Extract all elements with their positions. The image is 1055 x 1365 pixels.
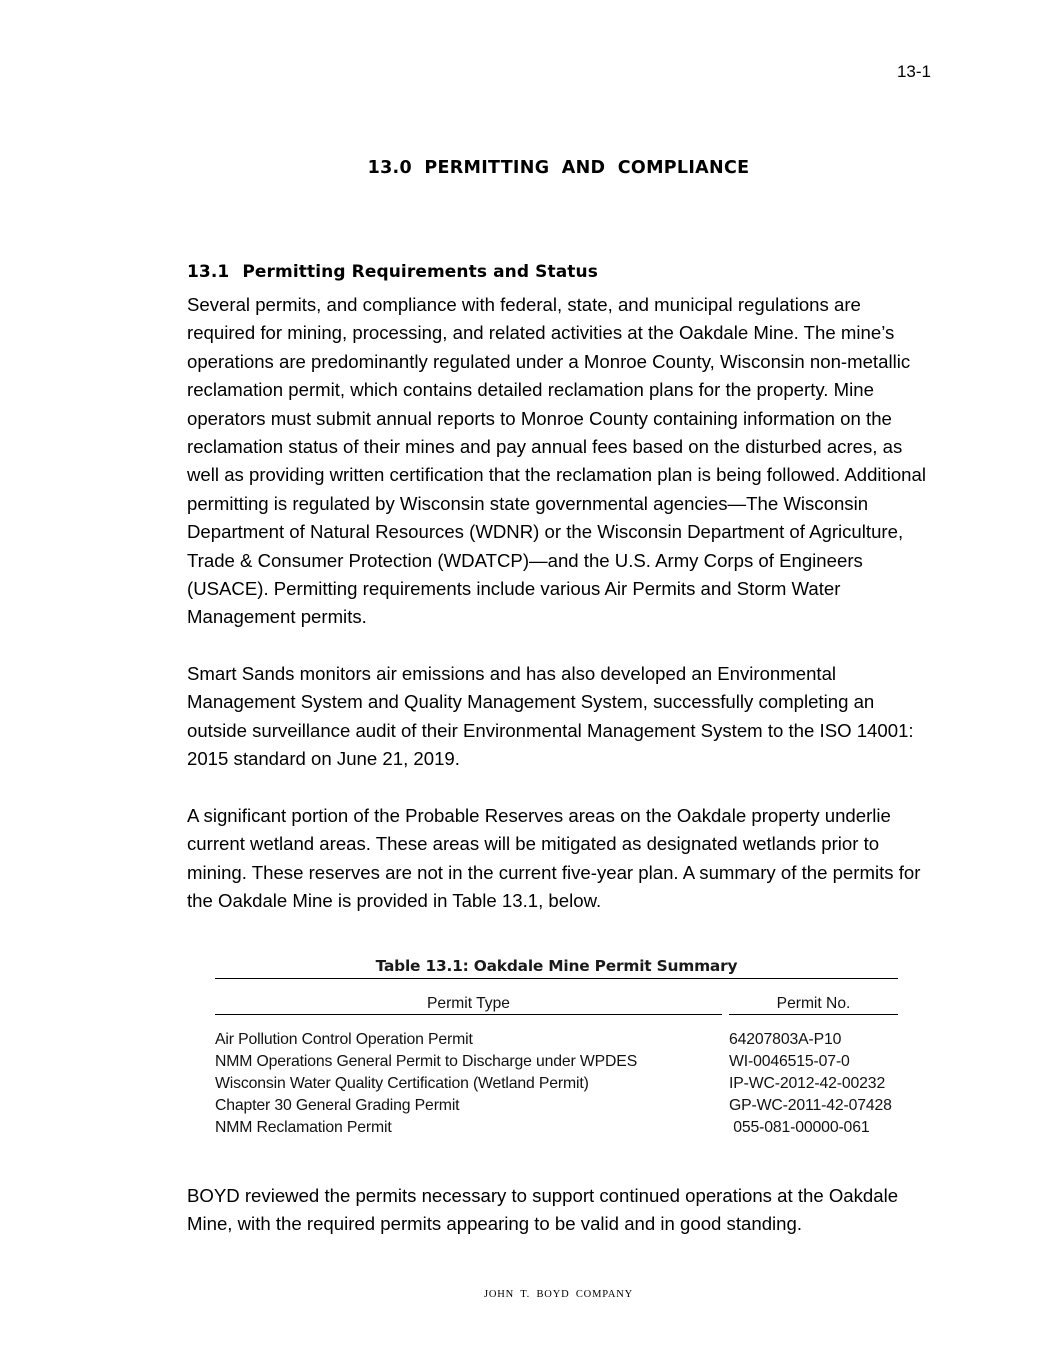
body-paragraph: A significant portion of the Probable Reserves areas on the Oakdale property underlie current wetland areas. These areas will be mitigated as designated wetlands prior to mining. These reserves are not in the current five-year plan. A summary of the permits for the Oakdale Mine is provided in Table 13.1, below. bbox=[187, 805, 921, 912]
body-paragraph: BOYD reviewed the permits necessary to support continued operations at the Oakdale Mine, with the required permits appearing to be valid and in good standing. bbox=[187, 1185, 899, 1235]
permit-no-cell: IP-WC-2012-42-00232 bbox=[729, 1075, 886, 1092]
table-row bbox=[215, 1119, 910, 1141]
table-title-rule bbox=[215, 978, 898, 979]
permit-type-cell: Wisconsin Water Quality Certification (Wetland Permit) bbox=[215, 1075, 589, 1092]
permit-no-cell: 055-081-00000-061 bbox=[729, 1119, 870, 1136]
table-row bbox=[215, 1031, 910, 1053]
section-heading bbox=[187, 262, 598, 282]
table-row bbox=[215, 1075, 910, 1097]
column-header-rule bbox=[215, 1014, 722, 1015]
permit-type-cell: Chapter 30 General Grading Permit bbox=[215, 1097, 460, 1114]
column-header-permit-type: Permit Type bbox=[427, 995, 510, 1012]
page-footer: JOHN T. BOYD COMPANY bbox=[483, 1289, 634, 1300]
section-number: 13.1 bbox=[187, 262, 230, 282]
body-paragraph: Smart Sands monitors air emissions and has also developed an Environmental Management System and Quality Management System, successfully completing an outside surveillance audit of their Environmental Management System to the ISO 14001: 2015 standard on June 21, 2019. bbox=[187, 663, 914, 770]
table-row bbox=[215, 1053, 910, 1075]
section-title: Permitting Requirements and Status bbox=[242, 262, 598, 282]
permit-type-cell: Air Pollution Control Operation Permit bbox=[215, 1031, 473, 1048]
permit-no-cell: WI-0046515-07-0 bbox=[729, 1053, 850, 1070]
permit-type-cell: NMM Reclamation Permit bbox=[215, 1119, 392, 1136]
table-body bbox=[215, 1031, 910, 1141]
column-header-rule bbox=[729, 1014, 898, 1015]
body-paragraph: Several permits, and compliance with federal, state, and municipal regulations are required for mining, processing, and related activities at the Oakdale Mine. The mine’s operations are predominantly regulated under a Monroe County, Wisconsin non-metallic reclamation permit, which contains detailed reclamation plans for the property. Mine operators must submit annual reports to Monroe County containing information on the reclamation status of their mines and pay annual fees based on the disturbed acres, as well as providing written certification that the reclamation plan is being followed. Additional permitting is regulated by Wisconsin state governmental agencies—The Wisconsin Department of Natural Resources (WDNR) or the Wisconsin Department of Agriculture, Trade & Consumer Protection (WDATCP)—and the U.S. Army Corps of Engineers (USACE). Permitting requirements include various Air Permits and Storm Water Management permits. bbox=[187, 294, 926, 628]
table-row bbox=[215, 1097, 910, 1119]
permit-no-cell: 64207803A-P10 bbox=[729, 1031, 842, 1048]
permit-no-cell: GP-WC-2011-42-07428 bbox=[729, 1097, 892, 1114]
column-header-permit-no: Permit No. bbox=[776, 995, 851, 1012]
chapter-title: 13.0 PERMITTING AND COMPLIANCE bbox=[367, 158, 750, 178]
permit-type-cell: NMM Operations General Permit to Discharge under WPDES bbox=[215, 1053, 638, 1070]
table-title: Table 13.1: Oakdale Mine Permit Summary bbox=[375, 957, 738, 975]
page-number: 13-1 bbox=[896, 62, 931, 81]
